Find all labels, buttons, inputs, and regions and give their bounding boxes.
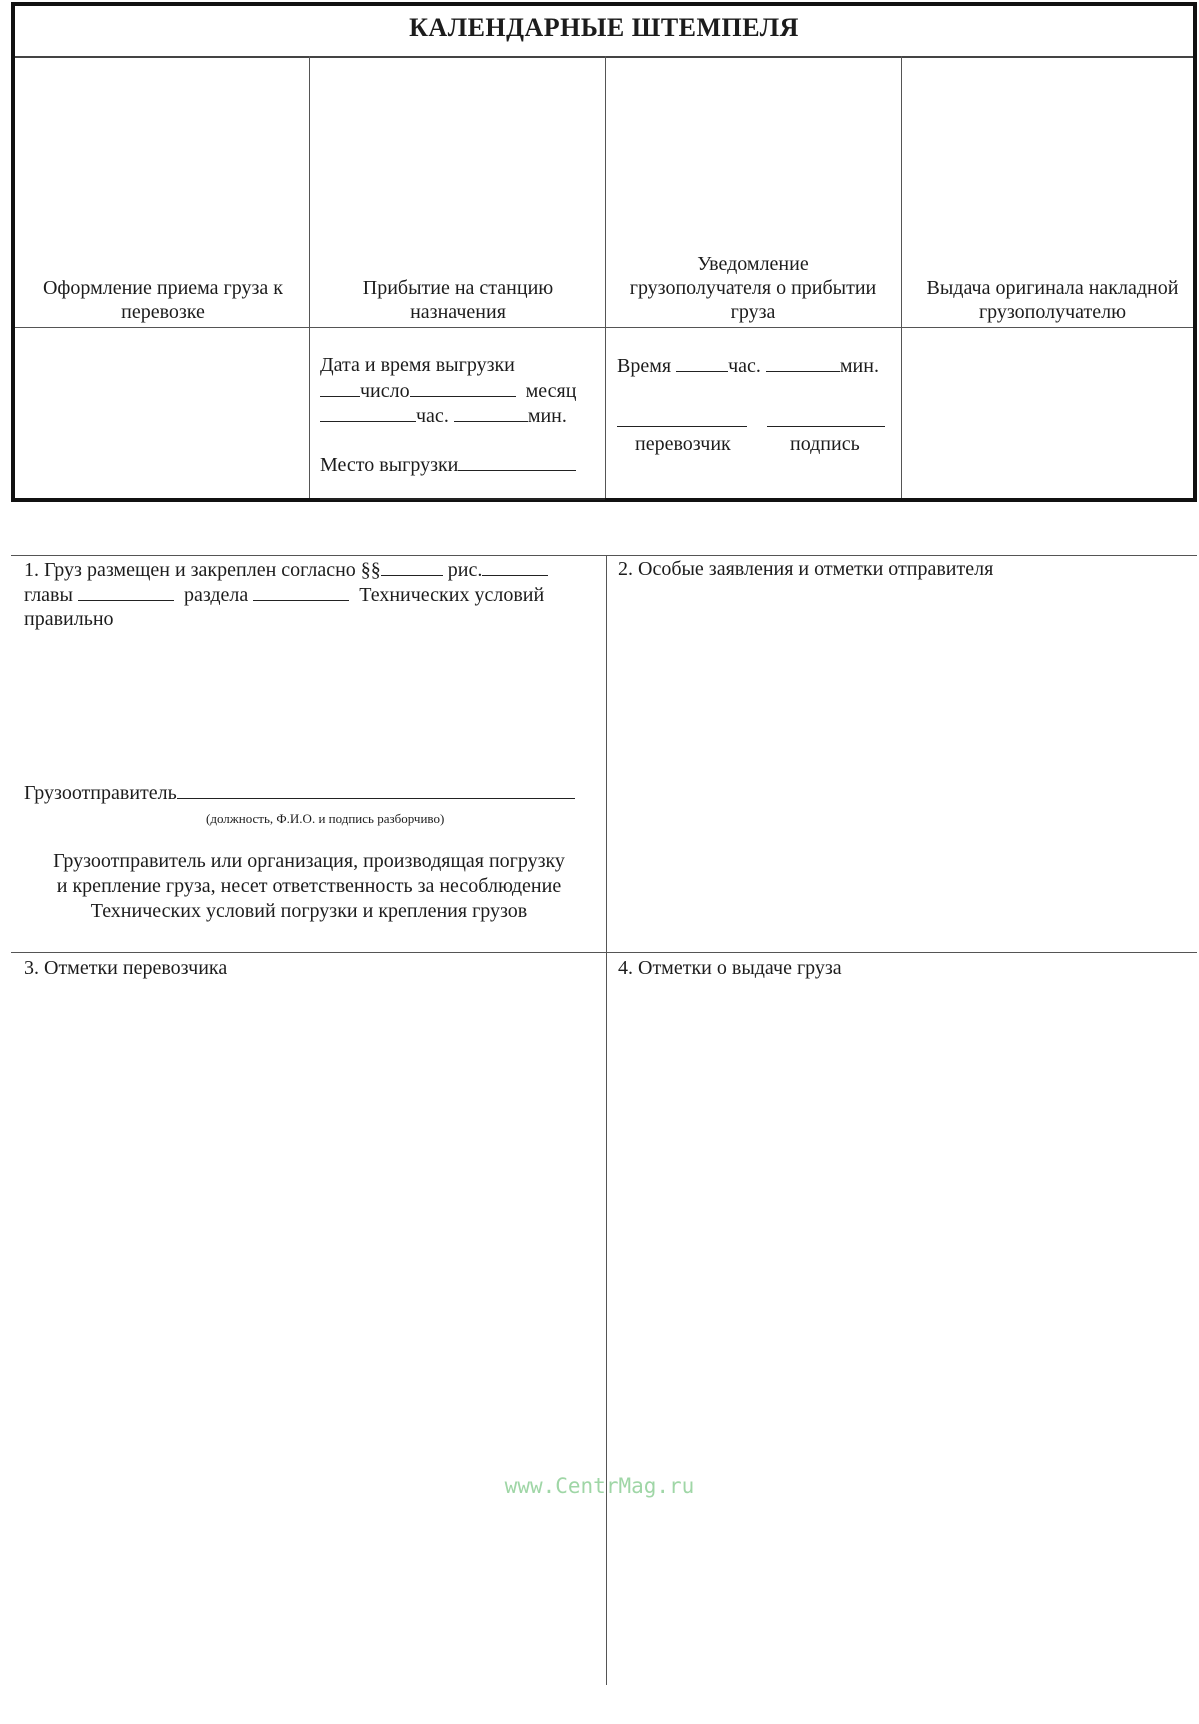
column-header-waybill-issue: Выдача оригинала накладной грузополучателю bbox=[926, 277, 1179, 323]
stamps-title: КАЛЕНДАРНЫЕ ШТЕМПЕЛЯ bbox=[15, 6, 1193, 58]
signature-line bbox=[767, 426, 885, 427]
watermark: www.CentrMag.ru bbox=[504, 1474, 695, 1498]
column-divider bbox=[605, 56, 606, 498]
shipper-responsibility-line3: Технических условий погрузки и крепления грузов bbox=[90, 900, 528, 922]
shipper-signature-hint: (должность, Ф.И.О. и подпись разборчиво) bbox=[206, 811, 445, 826]
unloading-datetime-label: Дата и время выгрузки bbox=[320, 354, 515, 376]
carrier-caption: перевозчик bbox=[635, 433, 731, 455]
section3-heading: 3. Отметки перевозчика bbox=[24, 957, 228, 979]
notes-vertical-divider bbox=[606, 555, 607, 1685]
shipper-responsibility-line2: и крепление груза, несет ответственность за несоблюдение bbox=[56, 875, 562, 897]
column-divider bbox=[309, 56, 310, 498]
signature-caption: подпись bbox=[790, 433, 860, 455]
section1-line2: главы раздела Технических условий bbox=[24, 584, 545, 606]
carrier-signature-line bbox=[617, 426, 747, 427]
notes-top-border bbox=[11, 555, 1197, 556]
shipper-signature-field: Грузоотправитель bbox=[24, 780, 575, 806]
unloading-place-underline bbox=[320, 498, 605, 500]
column-header-acceptance: Оформление приема груза к перевозке bbox=[42, 277, 283, 323]
column-divider bbox=[901, 56, 902, 498]
section4-heading: 4. Отметки о выдаче груза bbox=[618, 957, 842, 979]
unloading-place-field: Место выгрузки bbox=[320, 452, 576, 478]
calendar-stamps-table bbox=[11, 2, 1197, 502]
section1-line1: 1. Груз размещен и закреплен согласно §§ рис. bbox=[24, 557, 548, 583]
section2-heading: 2. Особые заявления и отметки отправителя bbox=[618, 558, 994, 580]
notification-time-fields: Время час. мин. bbox=[617, 355, 879, 377]
unloading-time-fields: час. мин. bbox=[320, 403, 567, 429]
section1-line3: правильно bbox=[24, 608, 114, 630]
column-header-arrival: Прибытие на станцию назначения bbox=[362, 277, 554, 323]
unloading-date-fields: число месяц bbox=[320, 378, 576, 404]
shipper-responsibility-line1: Грузоотправитель или организация, производящая погрузку bbox=[53, 850, 565, 872]
notes-middle-border bbox=[11, 952, 1197, 953]
column-header-notification: Уведомление грузополучателя о прибытии груза bbox=[629, 253, 877, 323]
header-divider bbox=[15, 327, 1193, 328]
